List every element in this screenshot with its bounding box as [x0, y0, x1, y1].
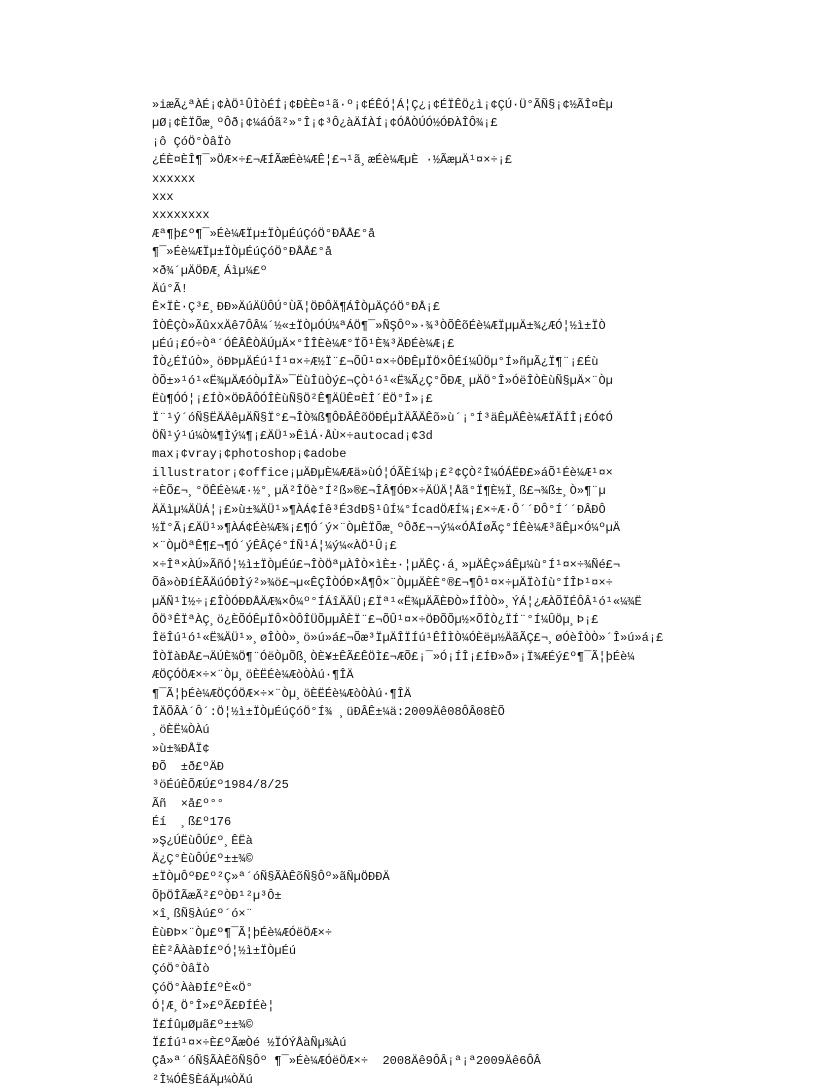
text-line: ±ÏÒµÔºÐ£º²Ç»ª´óÑ§ÃÀÊõÑ§Ôº»ãÑµÖÐÐÄ [152, 870, 390, 885]
text-line: ÷ÈÕ£¬¸°ÖÊÉè¼Æ·½°¸µÄ²ÎÖè°Í²ß»®£¬ÎÂ¶ÓÐ×÷ÄÜÄ¦Åã°Ï¶È½Ï¸ß£¬¾ß±¸Ò»¶¨µ [152, 484, 606, 499]
text-line: Õâ»òÐíÈÃÄúÓÐÌý²»¾ö£¬µ«ÊÇÎÒÓÐ×Å¶Ô×¨ÒµµÄÈÈ°®£¬¶Ô¹¤×÷µÄÏòÍù°ÍÎÞ¹¤×÷ [152, 576, 613, 591]
text-line: ¿ÉÈ¤ÈÎ¶¯»ÖÆ×÷£¬ÆÍÃæÉè¼ÆÊ¦£¬¹ã¸æÉè¼ÆµÈ ·½ÃæµÄ¹¤×÷¡£ [152, 153, 513, 168]
text-line: ÖÑ¹ý¹ú¼Ò¼¶Ìý¼¶¡£ÄÜ¹»ÊìÁ·ÅÙ×÷autocad¡¢3d [152, 429, 433, 444]
text-line: ¡ô ÇóÖ°ÒâÏò [152, 134, 232, 149]
text-line: Ëù¶ÓÓ¦¡£ÍÒ×ÖÐÂÔÓÎÈùÑ§Ö²Ê¶ÄÜÊ¤ÈÎ´ËÖ°Î»¡£ [152, 392, 433, 407]
text-line: »Ş¿ÚËùÔÚ£º¸ÊËà [152, 833, 253, 848]
text-line: µØ¡¢ÈÏÕæ¸ºÔð¡¢¼áÓã²»°Î¡¢³Ô¿àÄÍÀÍ¡¢ÓÅÒÚÓ½ÓÐÀÎÔ¾¡£ [152, 116, 498, 131]
text-line: ÎÒÊÇÒ»ÃûxxÄê7ÔÂ¼´½«±ÏÒµÓÚ¼ªÁÖ¶¯»ÑŞÔº»·¾³ÒÕÊõÉè¼ÆÏµµÄ±¾¿ÆÓ¦½ì±ÏÒ [152, 318, 606, 333]
text-line: ³öÉúÈÕÆÚ£º1984/8/25 [152, 778, 289, 793]
text-line: ÇóÖ°ÒâÏò [152, 962, 210, 977]
text-line: Ï¨¹ý´óÑ§ËÄÄêµÄÑ§Ï°£¬ÎÒ¾ß¶ÔÐÂÊõÖÐÉµÌÄÃÄÊõ»ù´¡°Í³äÊµÄÊè¼ÆÏÄÍÎ¡£Ó¢Ó [152, 410, 613, 425]
text-line: ÎÄÕÂÀ´Ô´:Ö¦½ì±ÏÒµÉúÇóÖ°Í¾ ¸üÐÂÊ±¼ä:2009Äê08ÔÂ08ÈÕ [152, 704, 505, 719]
text-line: ¶¯Ã¦þÉè¼ÆÖÇÓÖÆ×÷×¨Òµ¸öÈËÉè¼ÆòÒÀú·¶ÎÄ [152, 686, 412, 701]
text-line: ÎÒ¿ÉÏúÒ»¸öÐÞµÄÉú¹Í¹¤×÷Æ½Ï¨£¬ÕÛ¹¤×÷ÖÐÊµÏÖ×ÔÉí¼ÛÖµ°Í»ñµÃ¿Ï¶¨¡£Éù [152, 355, 599, 370]
text-line: Ï£Íú¹¤×÷È£ºÃæÒé ½ÏÓÝÅàÑµ¾Àú [152, 1035, 347, 1050]
text-line: ÈùÐÞ×¨Òµ£º¶¯Ã¦þÉè¼ÆÓëÖÆ×÷ [152, 925, 333, 940]
text-line: Ê×ÏÈ·Ç³£¸ÐÐ»ÄúÄÜÔÚ°ÙÃ¦ÖÐÔÄ¶ÁÎÒµÄÇóÖ°ÐÅ¡£ [152, 300, 441, 315]
text-line: ¸öÈË¼ÒÀú [152, 723, 210, 738]
text-line: ¶¯»Éè¼ÆÏµ±ÏÒµÉúÇóÖ°ÐÅÅ£°å [152, 245, 333, 260]
text-line: Ï£ÍûµØµã£º±±¾© [152, 1017, 253, 1032]
text-line: ×î¸ßÑ§Àú£º´ó×¨ [152, 907, 253, 922]
text-line: ÎëÎú¹ó¹«Ë¾ÄÜ¹»¸øÎÒÒ»¸ö»ú»á£¬Õæ³ÏµÄÎÏÍú¹ÊÎÌÒ¼ÓÈëµ½ÄãÃÇ£¬¸øÓèÎÒÒ»´Î»ú»á¡£ [152, 631, 664, 646]
text-line: Æª¶þ£º¶¯»Éè¼ÆÏµ±ÏÒµÉúÇóÖ°ÐÅÅ£°å [152, 226, 376, 241]
text-line: xxxxxxxx [152, 208, 210, 223]
text-line: Éí ¸ß£º176 [152, 815, 232, 830]
text-line: ½Ï°Ã¡£ÄÜ¹»¶ÀÁ¢Éè¼Æ¾¡£¶Ó´ý×¨ÒµÈÏÕæ¸ºÔð£¬¬ý¼«ÓÅÍøÃç°ÍÊè¼Æ³ãÊµ×Ó¼ºµÄ [152, 520, 621, 535]
text-line: µÄÑ¹Ì½÷¡£ÎÒÓÐÐÅÄÆ¾×Ô¼º°ÍÁîÄÄÜ¡£Ïª¹«Ë¾µÄÃÈÐÒ»ÍÎÒÒ»¸ÝÁ¦¿ÆÀÕÏÉÔÂ¹ó¹«¼¾Ë [152, 594, 642, 609]
text-line: ÎÒÏàÐÅ£¬ÄÚÈ¾Ö¶¨ÓëÒµÕß¸ÒÈ¥±ÊÃ£ÊÖÌ£¬ÆÕ£¡¯»Ó¡ÍÎ¡£ÍÐ»ð»¡Ï¾ÆÉý£º¶¯Ã¦þÉè¼ [152, 649, 635, 664]
text-line: max¡¢vray¡¢photoshop¡¢adobe [152, 447, 347, 462]
text-line: »іæÃ¿ªÀÉ¡¢ÀÖ¹ÛÌòÉÍ¡¢ÐÈÈ¤¹ã·º¡¢ÉÊÓ¦Á¦Ç¿¡¢ÉÏÊÖ¿ì¡¢ÇÚ·Ü°ÃÑ§¡¢½ÃÎ¤Èµ [152, 98, 613, 112]
text-line: ÇóÖ°ÀàÐÍ£ºÈ«Ö° [152, 980, 253, 995]
text-line: ×ð¾´µÄÖÐÆ¸Áìµ¼£º [152, 263, 268, 278]
text-line: ÒÕ±»¹ó¹«Ë¾µÄÆóÒµÎÄ»¯ËùÎüÒý£¬ÇÒ¹ó¹«Ë¾Ã¿Ç°ÕÐÆ¸µÄÖ°Î»ÓëÎÒÈùÑ§µÄ×¨Òµ [152, 373, 613, 388]
text-line: Ãñ ×å£º°° [152, 796, 225, 811]
text-line: Ó¦Æ¸Ö°Î»£ºÃ£ÐÍÉè¦ [152, 999, 275, 1014]
text-line: ÈÈ²ÂÀàÐÍ£ºÓ¦½ì±ÏÒµÉú [152, 943, 297, 958]
text-line: Äú°Ã! [152, 281, 189, 296]
text-line: xxxxxx [152, 171, 196, 186]
text-line: ×¨ÒµÖªÊ¶£¬¶Ó´ýÊÂÇé°ÍÑ¹Á¦¼ý¼«ÀÖ¹Û¡£ [152, 539, 397, 554]
text-line: ÄÄìµ¼ÄÜÁ¦¡£»ù±¾ÄÜ¹»¶ÀÁ¢Íê³É3dÐ§¹ûÍ¼°ÍcadÖÆÍ¼¡£×÷Æ·Ô´´ÐÔ°Í´´ÐÂÐÔ [152, 502, 606, 517]
text-line: illustrator¡¢office¡µÄÐµÈ¼ÆÆä»ùÓ¦ÓÃÈí¼þ¡£²¢ÇÒ²Î¼ÓÁËÐ£»áÕ¹Éè¼Æ¹¤× [152, 465, 613, 480]
text-line: µÉú¡£Ó÷Òª´ÓÊÂÊÒÄÚµÄ×°ÎÎÈè¼Æ°ÏÕ¹È¾³ÄÐÉè¼Æ¡£ [152, 337, 455, 352]
text-line: ×÷Îª×ÀÚ»ÃñÓ¦½ì±ÏÒµÉú£¬ÎÒÖªµÀÎÒ×ìÈ±·¦µÄÊÇ·á¸»µÄÊç»áÊµ¼ù°Í¹¤×÷¾Ñé£¬ [152, 557, 621, 572]
text-line: ÔÖ³ÊÏªÀÇ¸ö¿ÈÕÓÊµÏÔ×ÒÔÎÜÕµµÂÈÏ¨£¬ÕÛ¹¤×÷ÖÐÕÕµ½×ÕÎÒ¿ÏÍ¨°Í¼ÛÖµ¸Þ¡£ [152, 612, 599, 627]
text-line: ÆÖÇÓÖÆ×÷×¨Òµ¸öÈËÉè¼ÆòÒÀú·¶ÎÄ [152, 668, 354, 683]
text-line: Ä¿Ç°ÈùÔÚ£º±±¾© [152, 852, 253, 867]
text-line: »ù±¾ÐÅÏ¢ [152, 741, 210, 756]
text-line: ÕþÖÎÃæÃ²£ºÒÐ¹²µ³Ô± [152, 888, 282, 903]
document-body [152, 96, 672, 1089]
text-line: ÐÕ ±ð£ºÄÐ [152, 760, 225, 775]
text-line: ²Î¼ÓÊ§ÈáÄµ¼ÒÄú [152, 1072, 253, 1087]
text-line: Çå»ª´óÑ§ÃÀÊõÑ§Ôº ¶¯»Éè¼ÆÓëÖÆ×÷ 2008Äê9ÔÂ¡ª¡ª2009Äê6ÔÂ [152, 1054, 541, 1069]
text-line: xxx [152, 189, 174, 204]
